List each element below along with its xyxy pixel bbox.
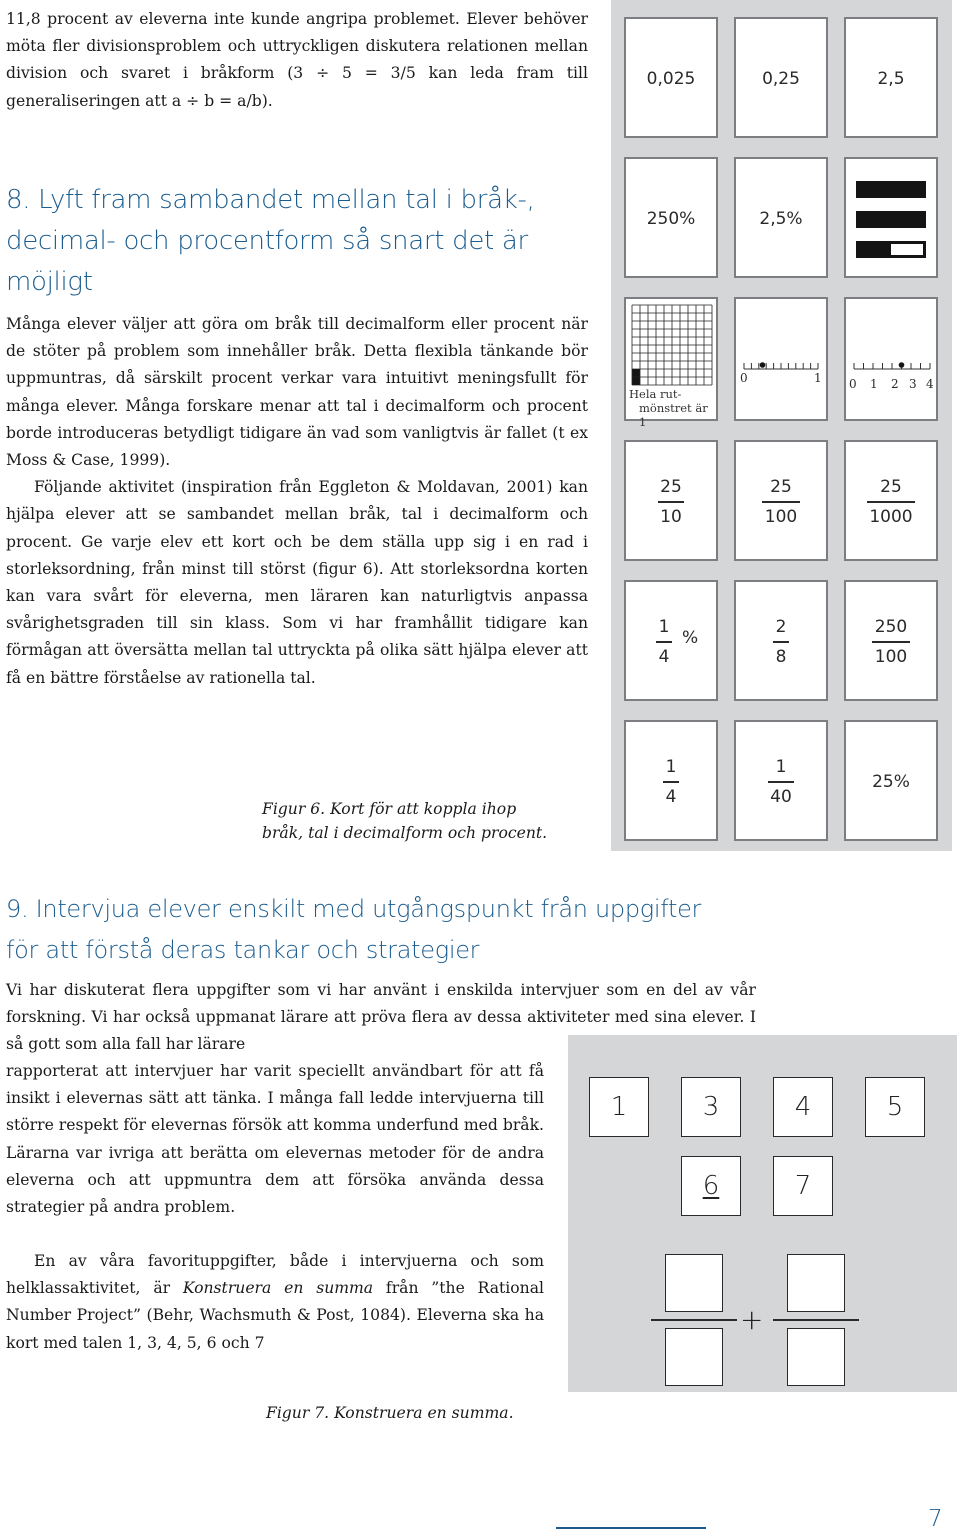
grid-label [629, 387, 716, 429]
plus-sign: + [740, 1303, 764, 1336]
number-card-3: 3 [681, 1077, 741, 1137]
page-number: 7 [928, 1506, 943, 1532]
fraction [736, 614, 826, 670]
fraction-denominator: 4 [665, 786, 677, 807]
card-percent-25 [844, 720, 938, 841]
section-8-paragraph-2: Följande aktivitet (inspiration från Eggleton & Moldavan, 2001) kan hjälpa elever att se sambandet mellan bråk, tal i decimalform och procent. Ge varje elev ett kort och be dem ställa upp sig i en rad i storleksordning, från minst till störst (figur 6). Att storleksordna korten kan vara svårt för eleverna, men läraren kan naturligtvis anpassa svårighetsgraden till sin klass. Som vi har framhållit tidigare kan förmågan att översätta mellan tal uttryckta på olika sätt hjälpa elever att få en bättre förståelse av rationella tal. [6, 478, 588, 687]
number-line-label-4: 4 [926, 377, 934, 391]
grid-label-line-2: mönstret är 1 [639, 401, 708, 429]
card-decimal-2-5 [844, 17, 938, 138]
card-grid [624, 297, 718, 429]
section-8-body [6, 311, 588, 692]
figure-7-caption: Figur 7. Konstruera en summa. [266, 1404, 514, 1422]
fraction-numerator: 2 [775, 617, 787, 637]
fraction-numerator: 1 [665, 757, 677, 777]
fraction [626, 754, 716, 810]
grid-shaded-cell [632, 369, 640, 377]
bar-shape-3 [856, 241, 926, 258]
fraction-bar [872, 641, 910, 643]
section-9-paragraph-2 [6, 1248, 544, 1357]
section-9-paragraph-1-wide: Vi har diskuterat flera uppgifter som vi har använt i enskilda intervjuer som en del av vår forskning. Vi har också uppmanat lärare att pröva flera av dessa aktiviteter med sina elever. I så gott som alla fall har lärare [6, 981, 756, 1054]
card-fraction-1-4-percent [624, 580, 718, 701]
footer-rule [556, 1527, 706, 1529]
denominator-slot-left [665, 1328, 723, 1386]
fraction-numerator: 25 [880, 477, 902, 497]
numerator-slot-right [787, 1254, 845, 1312]
denominator-slot-right [787, 1328, 845, 1386]
number-line-0-1 [736, 357, 826, 387]
fraction-bar [658, 501, 684, 503]
fraction [846, 614, 936, 670]
paragraph-2-italic: Konstruera en summa [182, 1279, 374, 1298]
fraction-denominator: 1000 [869, 506, 913, 527]
card-fraction-25-100 [734, 440, 828, 561]
fraction-bar [656, 641, 672, 643]
card-text: 250% [646, 209, 696, 229]
card-percent-2-5 [734, 157, 828, 278]
fraction-numerator: 250 [874, 617, 908, 637]
card-text: 2,5% [759, 209, 803, 229]
fraction-denominator: 100 [764, 506, 798, 527]
number-card-1: 1 [589, 1077, 649, 1137]
card-decimal-0-025 [624, 17, 718, 138]
hundred-grid [630, 303, 714, 387]
fraction-numerator: 25 [660, 477, 682, 497]
card-fraction-250-100 [844, 580, 938, 701]
card-text: 0,25 [762, 69, 800, 89]
number-line-label-1: 1 [814, 371, 822, 385]
card-fraction-25-1000 [844, 440, 938, 561]
percent-sign: % [682, 628, 699, 648]
fraction [612, 614, 716, 670]
card-percent-250 [624, 157, 718, 278]
fraction [736, 474, 826, 530]
number-card-4: 4 [773, 1077, 833, 1137]
number-line-point [760, 362, 766, 368]
numerator-slot-left [665, 1254, 723, 1312]
number-line-label-0: 0 [740, 371, 748, 385]
card-number-line-0-4 [844, 297, 938, 421]
fraction-denominator: 8 [775, 646, 787, 667]
section-8-paragraph-1: Många elever väljer att göra om bråk till decimalform eller procent när de stöter på problem som innehåller bråk. Detta flexibla tänkande bör uppmuntras, då särskilt procent verkar vara intuitivt meningsfullt för många elever. Många forskare menar att tal i decimalform och procent borde introduceras betydligt tidigare än vad som vanligtvis är fallet (t ex Moss & Case, 1999). [6, 315, 588, 470]
card-fraction-1-40 [734, 720, 828, 841]
card-text: 2,5 [877, 69, 905, 89]
section-9-heading: 9. Intervjua elever enskilt med utgångspunkt från uppgifter för att förstå deras tankar och strategier [6, 895, 702, 964]
card-fraction-1-4 [624, 720, 718, 841]
paragraph-2-pre: En av våra favorituppgifter, både i intervjuerna och som helklassaktivitet, är [6, 1252, 544, 1298]
paragraph-2-post: från ”the Rational Number Project” (Behr, Wachsmuth & Post, 1084). Eleverna ska ha kort med talen 1, 3, 4, 5, 6 och 7 [6, 1279, 544, 1352]
card-fraction-2-8 [734, 580, 828, 701]
figure-6-caption-line-2: bråk, tal i decimalform och procent. [262, 824, 548, 842]
number-line-label-1: 1 [870, 377, 878, 391]
number-line-label-0: 0 [849, 377, 857, 391]
fraction-line-left [651, 1319, 737, 1321]
card-bars [844, 157, 938, 278]
section-8-heading: 8. Lyft fram sambandet mellan tal i bråk-, decimal- och procentform så snart det är möjligt [6, 185, 535, 297]
fraction [846, 474, 936, 530]
figure-6-caption [262, 797, 592, 845]
number-card-7: 7 [773, 1156, 833, 1216]
bar-shape-3-fill [859, 244, 891, 255]
fraction-bar [773, 641, 789, 643]
number-card-6 [681, 1156, 741, 1216]
intro-paragraph: 11,8 procent av eleverna inte kunde angripa problemet. Elever behöver möta fler divisionsproblem och uttryckligen diskutera relationen mellan division och svaret i bråkform (3 ÷ 5 = 3/5 kan leda fram till generaliseringen att a ÷ b = a/b). [6, 10, 588, 110]
number-line-label-3: 3 [909, 377, 917, 391]
grid-shaded-cell [632, 377, 640, 385]
grid-label-line-1: Hela rut- [629, 387, 682, 401]
bar-shape-2 [856, 211, 926, 228]
card-number-line-0-1 [734, 297, 828, 421]
fraction-denominator: 10 [660, 506, 682, 527]
number-line-point [899, 362, 905, 368]
card-text: 25% [872, 772, 910, 792]
fraction-bar [663, 781, 679, 783]
figure-7-panel [568, 1035, 957, 1392]
fraction-denominator: 100 [874, 646, 908, 667]
number-card-6-text: 6 [702, 1171, 720, 1201]
fraction-bar [867, 501, 915, 503]
fraction-line-right [773, 1319, 859, 1321]
figure-6-panel [611, 0, 952, 851]
fraction-bar [768, 781, 794, 783]
card-fraction-25-10 [624, 440, 718, 561]
fraction-bar [762, 501, 800, 503]
fraction [626, 474, 716, 530]
fraction-denominator: 4 [658, 646, 670, 667]
fraction-numerator: 1 [775, 757, 787, 777]
section-9-paragraph-1-narrow: rapporterat att intervjuer har varit speciellt användbart för att få insikt i elevernas sätt att tänka. I många fall ledde intervjuerna till större respekt för elevernas försök att komma underfund med bråk. Lärarna var ivriga att berätta om elevernas metoder för de andra eleverna och att uppmuntra dem att försöka använda dessa strategier på andra problem. [6, 1062, 544, 1217]
fraction-denominator: 40 [770, 786, 792, 807]
figure-6-caption-line-1: Figur 6. Kort för att koppla ihop [262, 800, 517, 818]
bar-shape-1 [856, 181, 926, 198]
number-card-5: 5 [865, 1077, 925, 1137]
number-line-label-2: 2 [891, 377, 899, 391]
fraction-numerator: 1 [658, 617, 670, 637]
fraction [736, 754, 826, 810]
card-decimal-0-25 [734, 17, 828, 138]
fraction-numerator: 25 [770, 477, 792, 497]
card-text: 0,025 [646, 69, 696, 89]
